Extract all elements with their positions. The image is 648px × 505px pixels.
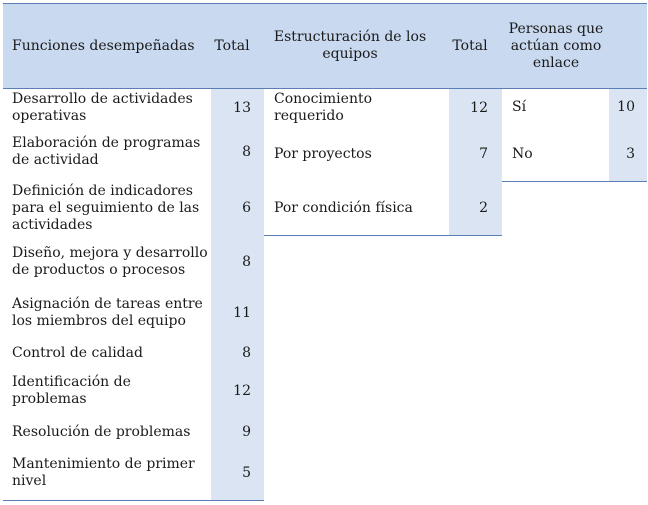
funcion-value: 11	[233, 304, 251, 321]
funcion-value: 12	[233, 382, 251, 399]
funcion-value: 9	[242, 423, 251, 440]
funcion-value: 13	[233, 99, 251, 116]
funcion-label: Control de calidad	[12, 344, 143, 361]
header-personas-enlace: Personas que actúan como enlace	[508, 20, 604, 71]
header-total-2: Total	[452, 37, 488, 54]
estructuracion-value: 7	[479, 145, 488, 162]
estructuracion-label: Por condición física	[274, 199, 413, 216]
funcion-value: 8	[242, 344, 251, 361]
enlace-value: 10	[617, 98, 635, 115]
funcion-value: 8	[242, 253, 251, 270]
estructuracion-value: 2	[479, 199, 488, 216]
funcion-label: Definición de indicadores para el seguimiento de las actividades	[12, 182, 200, 233]
funcion-value: 8	[242, 143, 251, 160]
header-total-1: Total	[214, 37, 250, 54]
funcion-label: Resolución de problemas	[12, 423, 191, 440]
enlace-value: 3	[626, 145, 635, 162]
funcion-label: Asignación de tareas entre los miembros del equipo	[12, 296, 203, 329]
funcion-label: Desarrollo de actividades operativas	[12, 91, 193, 124]
header-estructuracion: Estructuración de los equipos	[273, 29, 427, 62]
enlace-label: Sí	[512, 98, 527, 115]
header-funciones: Funciones desempeñadas	[12, 37, 195, 54]
enlace-label: No	[512, 145, 533, 162]
estructuracion-value: 12	[470, 99, 488, 116]
funcion-label: Identificación de problemas	[12, 374, 131, 407]
table-bottom-rule	[502, 181, 647, 182]
estructuracion-label: Por proyectos	[274, 145, 372, 162]
table-bottom-rule	[264, 235, 502, 236]
funcion-value: 5	[242, 464, 251, 481]
estructuracion-label: Conocimiento requerido	[274, 91, 373, 124]
funcion-label: Elaboración de programas de actividad	[12, 135, 201, 168]
funcion-label: Mantenimiento de primer nivel	[12, 456, 195, 489]
table-bottom-rule	[3, 500, 264, 501]
funcion-value: 6	[242, 199, 251, 216]
funcion-label: Diseño, mejora y desarrollo de productos o procesos	[12, 245, 208, 278]
